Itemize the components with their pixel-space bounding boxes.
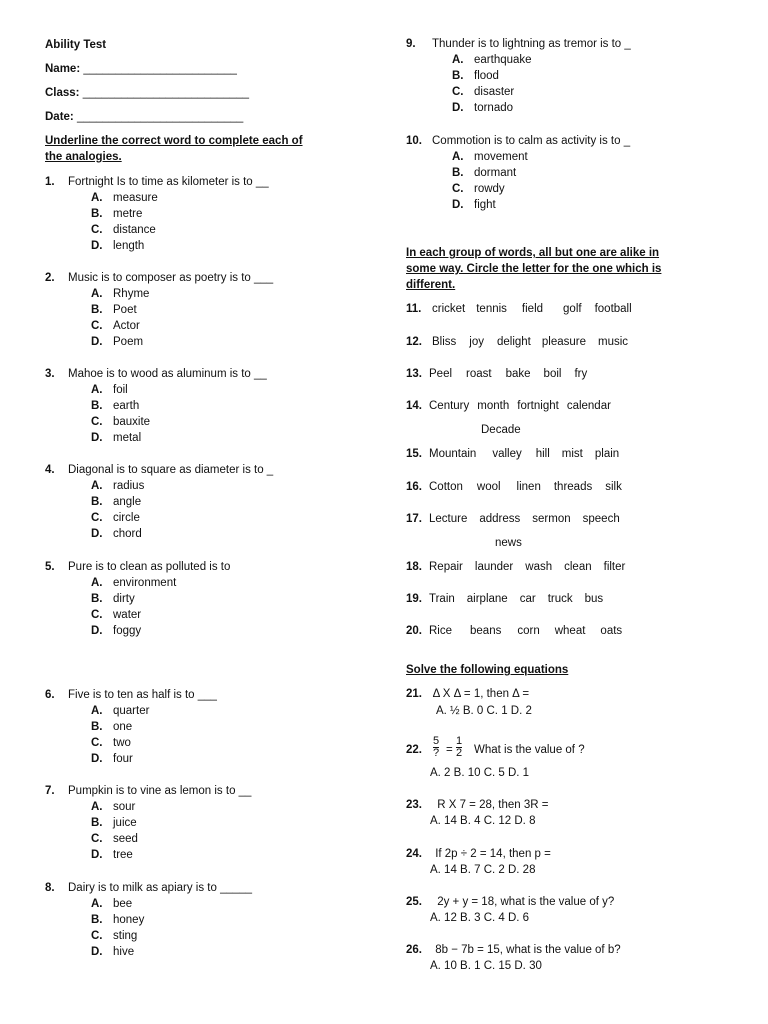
answer-option[interactable] — [91, 800, 135, 814]
word-choice[interactable]: sermon — [532, 513, 571, 525]
option-letter: C. — [91, 512, 103, 524]
option-text: juice — [113, 817, 137, 829]
word-choice[interactable]: airplane — [466, 593, 508, 605]
option-text: radius — [113, 480, 145, 492]
option-text: quarter — [113, 705, 150, 717]
question-stem — [406, 37, 631, 51]
question-number: 3. — [45, 368, 55, 380]
word-choice[interactable]: bake — [505, 368, 531, 380]
word-choice[interactable]: pleasure — [541, 336, 586, 348]
question-stem — [45, 175, 269, 189]
option-text: sting — [113, 930, 138, 942]
question-number: 23. — [406, 799, 422, 811]
option-text: Poet — [113, 304, 137, 316]
option-letter: D. — [91, 240, 103, 252]
question-stem — [406, 134, 630, 148]
answer-option[interactable] — [91, 929, 137, 943]
word-choice[interactable]: linen — [516, 481, 541, 493]
word-group — [429, 624, 622, 638]
question-21-answers[interactable]: A. ½ B. 0 C. 1 D. 2 — [436, 705, 532, 717]
question-23-answers[interactable]: A. 14 B. 4 C. 12 D. 8 — [430, 815, 536, 827]
answer-option[interactable] — [91, 207, 142, 221]
option-text: Rhyme — [113, 288, 150, 300]
answer-option[interactable] — [91, 415, 150, 429]
option-letter: C. — [452, 86, 464, 98]
option-letter: A. — [91, 288, 103, 300]
question-number: 21. — [406, 688, 422, 700]
answer-option[interactable] — [91, 319, 140, 333]
question-stem — [45, 560, 230, 574]
option-letter: C. — [91, 609, 103, 621]
option-letter: C. — [91, 930, 103, 942]
answer-option[interactable] — [452, 101, 513, 115]
word-choice[interactable]: oats — [600, 625, 623, 637]
question-26-answers[interactable]: A. 10 B. 1 C. 15 D. 30 — [430, 960, 542, 972]
question-number: 17. — [406, 513, 422, 525]
option-letter: B. — [91, 721, 103, 733]
question-number: 2. — [45, 272, 55, 284]
question-text: Pumpkin is to vine as lemon is to __ — [68, 785, 252, 797]
question-number: 14. — [406, 400, 422, 412]
option-text: metal — [113, 432, 142, 444]
question-21 — [406, 687, 529, 701]
word-choice[interactable]: Cotton — [429, 481, 463, 493]
word-choice[interactable]: hill — [535, 448, 550, 460]
option-letter: A. — [91, 801, 103, 813]
answer-option[interactable] — [91, 239, 144, 253]
option-letter: D. — [91, 432, 103, 444]
section1-instruction-line2: the analogies. — [45, 151, 122, 163]
date-field[interactable] — [45, 110, 243, 124]
name-label: Name: — [45, 63, 81, 75]
answer-option[interactable] — [91, 511, 140, 525]
question-text: R X 7 = 28, then 3R = — [437, 799, 549, 811]
answer-option[interactable] — [91, 431, 141, 445]
word-choice[interactable]: cricket — [432, 303, 466, 315]
option-letter: B. — [452, 167, 464, 179]
question-number: 12. — [406, 336, 422, 348]
answer-option[interactable] — [91, 592, 135, 606]
option-letter: C. — [91, 833, 103, 845]
equals-sign: = — [446, 744, 453, 756]
word-choice[interactable]: boil — [543, 368, 562, 380]
answer-option[interactable] — [91, 897, 132, 911]
section2-instruction-line3: different. — [406, 279, 456, 291]
word-choice[interactable]: filter — [603, 561, 626, 573]
option-letter: B. — [91, 208, 103, 220]
option-text: dormant — [474, 167, 517, 179]
question-number: 26. — [406, 944, 422, 956]
option-text: rowdy — [474, 183, 505, 195]
option-text: water — [113, 609, 142, 621]
answer-option[interactable] — [91, 191, 158, 205]
question-stem — [45, 463, 273, 477]
question-25 — [406, 895, 614, 909]
word-choice[interactable]: football — [594, 303, 632, 315]
fraction-numerator: 1 — [456, 735, 463, 747]
question-number: 19. — [406, 593, 422, 605]
option-letter: D. — [91, 336, 103, 348]
option-text: angle — [113, 496, 142, 508]
word-group — [429, 367, 587, 381]
option-letter: D. — [452, 102, 464, 114]
word-group — [432, 302, 632, 316]
word-choice[interactable]: field — [521, 303, 544, 315]
class-line: __________________________ — [82, 87, 250, 99]
option-text: movement — [474, 151, 528, 163]
word-choice[interactable]: wash — [525, 561, 553, 573]
word-choice[interactable]: plain — [594, 448, 620, 460]
word-group — [429, 399, 611, 413]
question-number: 6. — [45, 689, 55, 701]
word-choice[interactable]: wool — [476, 481, 501, 493]
word-choice[interactable]: month — [477, 400, 510, 412]
class-field[interactable] — [45, 86, 249, 100]
question-stem — [45, 784, 251, 798]
word-choice[interactable]: clean — [564, 561, 592, 573]
option-letter: C. — [91, 224, 103, 236]
option-letter: A. — [91, 577, 103, 589]
question-26 — [406, 943, 621, 957]
word-group — [432, 335, 628, 349]
answer-option[interactable] — [91, 848, 133, 862]
option-text: Actor — [113, 320, 140, 332]
answer-option[interactable] — [91, 223, 156, 237]
option-text: one — [113, 721, 133, 733]
question-22-text: What is the value of ? — [474, 744, 585, 756]
question-number: 22. — [406, 744, 422, 756]
question-22-number — [406, 743, 422, 757]
question-stem — [45, 367, 267, 381]
word-choice[interactable]: launder — [474, 561, 514, 573]
option-letter: D. — [91, 849, 103, 861]
question-number: 13. — [406, 368, 422, 380]
word-choice[interactable]: threads — [553, 481, 593, 493]
answer-option[interactable] — [91, 752, 133, 766]
word-choice[interactable]: Mountain — [429, 448, 477, 460]
question-number: 1. — [45, 176, 55, 188]
question-number: 16. — [406, 481, 422, 493]
option-letter: B. — [91, 593, 103, 605]
word-choice[interactable]: Century — [429, 400, 470, 412]
question-text: Commotion is to calm as activity is to _ — [432, 135, 631, 147]
word-choice[interactable]: Repair — [429, 561, 463, 573]
word-choice[interactable]: delight — [496, 336, 531, 348]
answer-option[interactable] — [91, 913, 144, 927]
question-25-answers[interactable]: A. 12 B. 3 C. 4 D. 6 — [430, 912, 530, 924]
option-letter: B. — [91, 400, 103, 412]
fraction-five-over-unknown — [433, 736, 439, 759]
word-choice[interactable]: joy — [469, 336, 484, 348]
word-choice[interactable]: beans — [470, 625, 502, 637]
option-letter: B. — [91, 304, 103, 316]
word-group — [429, 560, 625, 574]
section2-instruction-line1: In each group of words, all but one are alike in — [406, 247, 660, 259]
answer-option[interactable] — [91, 479, 144, 493]
question-stem — [45, 688, 217, 702]
option-text: sour — [113, 801, 136, 813]
answer-option[interactable] — [452, 166, 516, 180]
word-choice[interactable]: car — [519, 593, 536, 605]
answer-option[interactable] — [91, 383, 128, 397]
answer-option[interactable] — [452, 69, 499, 83]
question-text: If 2p ÷ 2 = 14, then p = — [435, 848, 551, 860]
question-text: Dairy is to milk as apiary is to _____ — [68, 882, 253, 894]
option-text: seed — [113, 833, 138, 845]
option-text: hive — [113, 946, 135, 958]
question-text: 8b − 7b = 15, what is the value of b? — [435, 944, 621, 956]
answer-option[interactable] — [91, 736, 131, 750]
word-choice[interactable]: wheat — [554, 625, 586, 637]
option-letter: B. — [91, 496, 103, 508]
answer-option[interactable] — [91, 608, 141, 622]
section1-instruction-line1: Underline the correct word to complete each of — [45, 135, 303, 147]
option-text: dirty — [113, 593, 135, 605]
word-choice[interactable]: Train — [429, 593, 455, 605]
word-choice[interactable]: Lecture — [429, 513, 468, 525]
word-choice[interactable]: Peel — [429, 368, 453, 380]
question-text: Δ X Δ = 1, then Δ = — [432, 688, 530, 700]
question-number: 7. — [45, 785, 55, 797]
answer-option[interactable] — [452, 53, 532, 67]
option-text: earthquake — [474, 54, 532, 66]
question-text: Five is to ten as half is to ___ — [68, 689, 217, 701]
word-choice[interactable]: speech — [582, 513, 620, 525]
question-24 — [406, 847, 551, 861]
word-choice[interactable]: Bliss — [432, 336, 457, 348]
option-text: two — [113, 737, 131, 749]
answer-option[interactable] — [91, 303, 137, 317]
word-choice[interactable]: silk — [605, 481, 622, 493]
answer-option[interactable] — [452, 182, 505, 196]
question-text: Diagonal is to square as diameter is to _ — [68, 464, 274, 476]
answer-option[interactable] — [91, 527, 142, 541]
option-text: foggy — [113, 625, 142, 637]
question-number: 8. — [45, 882, 55, 894]
question-text: Music is to composer as poetry is to ___ — [68, 272, 274, 284]
option-letter: A. — [91, 898, 103, 910]
question-24-answers[interactable]: A. 14 B. 7 C. 2 D. 28 — [430, 864, 536, 876]
word-choice[interactable]: roast — [466, 368, 492, 380]
option-text: distance — [113, 224, 156, 236]
answer-option[interactable] — [91, 945, 134, 959]
option-letter: C. — [91, 737, 103, 749]
answer-option[interactable] — [452, 150, 528, 164]
option-letter: A. — [91, 192, 103, 204]
option-text: four — [113, 753, 133, 765]
word-group — [429, 592, 603, 606]
answer-option[interactable] — [91, 720, 132, 734]
question-text: Fortnight Is to time as kilometer is to __ — [68, 176, 269, 188]
option-text: honey — [113, 914, 145, 926]
word-choice[interactable]: fry — [574, 368, 588, 380]
option-letter: D. — [452, 199, 464, 211]
word-choice[interactable]: golf — [563, 303, 582, 315]
question-number: 20. — [406, 625, 422, 637]
name-field[interactable] — [45, 62, 237, 76]
fraction-numerator: 5 — [433, 735, 440, 747]
question-number: 18. — [406, 561, 422, 573]
option-text: bauxite — [113, 416, 151, 428]
option-text: chord — [113, 528, 142, 540]
word-group — [429, 447, 619, 461]
question-number: 4. — [45, 464, 55, 476]
question-number: 15. — [406, 448, 422, 460]
word-choice[interactable]: fortnight — [517, 400, 559, 412]
answer-option[interactable] — [91, 495, 141, 509]
word-choice[interactable]: tennis — [476, 303, 507, 315]
class-label: Class: — [45, 87, 80, 99]
answer-option[interactable] — [452, 85, 514, 99]
option-letter: D. — [91, 946, 103, 958]
option-letter: C. — [452, 183, 464, 195]
word-choice[interactable]: valley — [492, 448, 522, 460]
word-choice[interactable]: bus — [584, 593, 604, 605]
fraction-denominator: ? — [433, 747, 440, 759]
option-letter: A. — [91, 384, 103, 396]
answer-option[interactable] — [452, 198, 496, 212]
question-number: 11. — [406, 303, 422, 315]
section3-title: Solve the following equations — [406, 664, 569, 676]
question-22-answers[interactable]: A. 2 B. 10 C. 5 D. 1 — [430, 767, 530, 779]
date-line: __________________________ — [76, 111, 244, 123]
answer-option[interactable] — [91, 576, 176, 590]
answer-option[interactable] — [91, 624, 141, 638]
question-stem — [45, 271, 273, 285]
question-number: 9. — [406, 38, 416, 50]
name-line: ________________________ — [83, 63, 237, 75]
option-text: environment — [113, 577, 177, 589]
word-choice[interactable]: Rice — [429, 625, 453, 637]
date-label: Date: — [45, 111, 74, 123]
section2-instruction-line2: some way. Circle the letter for the one which is — [406, 263, 662, 275]
option-text: earth — [113, 400, 140, 412]
word-group — [429, 480, 622, 494]
question-text: 2y + y = 18, what is the value of y? — [437, 896, 615, 908]
option-text: foil — [113, 384, 128, 396]
option-letter: C. — [91, 416, 103, 428]
question-number: 10. — [406, 135, 422, 147]
option-letter: A. — [452, 151, 464, 163]
answer-option[interactable] — [91, 335, 143, 349]
question-text: Thunder is to lightning as tremor is to _ — [432, 38, 631, 50]
option-text: length — [113, 240, 145, 252]
option-letter: B. — [91, 914, 103, 926]
word-choice[interactable]: corn — [517, 625, 540, 637]
word-choice[interactable]: music — [598, 336, 629, 348]
question-text: Mahoe is to wood as aluminum is to __ — [68, 368, 267, 380]
fraction-one-half — [456, 736, 462, 759]
word-group — [429, 512, 620, 526]
option-letter: B. — [452, 70, 464, 82]
question-stem — [45, 881, 252, 895]
option-letter: A. — [91, 480, 103, 492]
answer-option[interactable] — [91, 287, 149, 301]
fraction-denominator: 2 — [456, 747, 463, 759]
answer-option[interactable] — [91, 704, 149, 718]
option-letter: D. — [91, 625, 103, 637]
option-letter: B. — [91, 817, 103, 829]
option-text: measure — [113, 192, 158, 204]
document-title: Ability Test — [45, 39, 107, 51]
option-letter: D. — [91, 528, 103, 540]
option-text: disaster — [474, 86, 515, 98]
question-23 — [406, 798, 548, 812]
option-text: fight — [474, 199, 496, 211]
word-choice[interactable]: mist — [561, 448, 583, 460]
option-text: metre — [113, 208, 143, 220]
option-letter: C. — [91, 320, 103, 332]
question-number: 5. — [45, 561, 55, 573]
answer-option[interactable] — [91, 399, 139, 413]
question-number: 24. — [406, 848, 422, 860]
option-text: tornado — [474, 102, 514, 114]
word-choice[interactable]: address — [479, 513, 521, 525]
option-letter: A. — [452, 54, 464, 66]
option-text: flood — [474, 70, 499, 82]
option-text: circle — [113, 512, 140, 524]
question-text: Pure is to clean as polluted is to — [68, 561, 231, 573]
option-letter: A. — [91, 705, 103, 717]
word-choice[interactable]: calendar — [566, 400, 611, 412]
word-choice-continued[interactable]: news — [495, 537, 522, 549]
option-letter: D. — [91, 753, 103, 765]
word-choice-continued[interactable]: Decade — [481, 424, 521, 436]
answer-option[interactable] — [91, 832, 138, 846]
option-text: bee — [113, 898, 133, 910]
question-number: 25. — [406, 896, 422, 908]
option-text: Poem — [113, 336, 144, 348]
answer-option[interactable] — [91, 816, 137, 830]
option-text: tree — [113, 849, 133, 861]
word-choice[interactable]: truck — [547, 593, 573, 605]
